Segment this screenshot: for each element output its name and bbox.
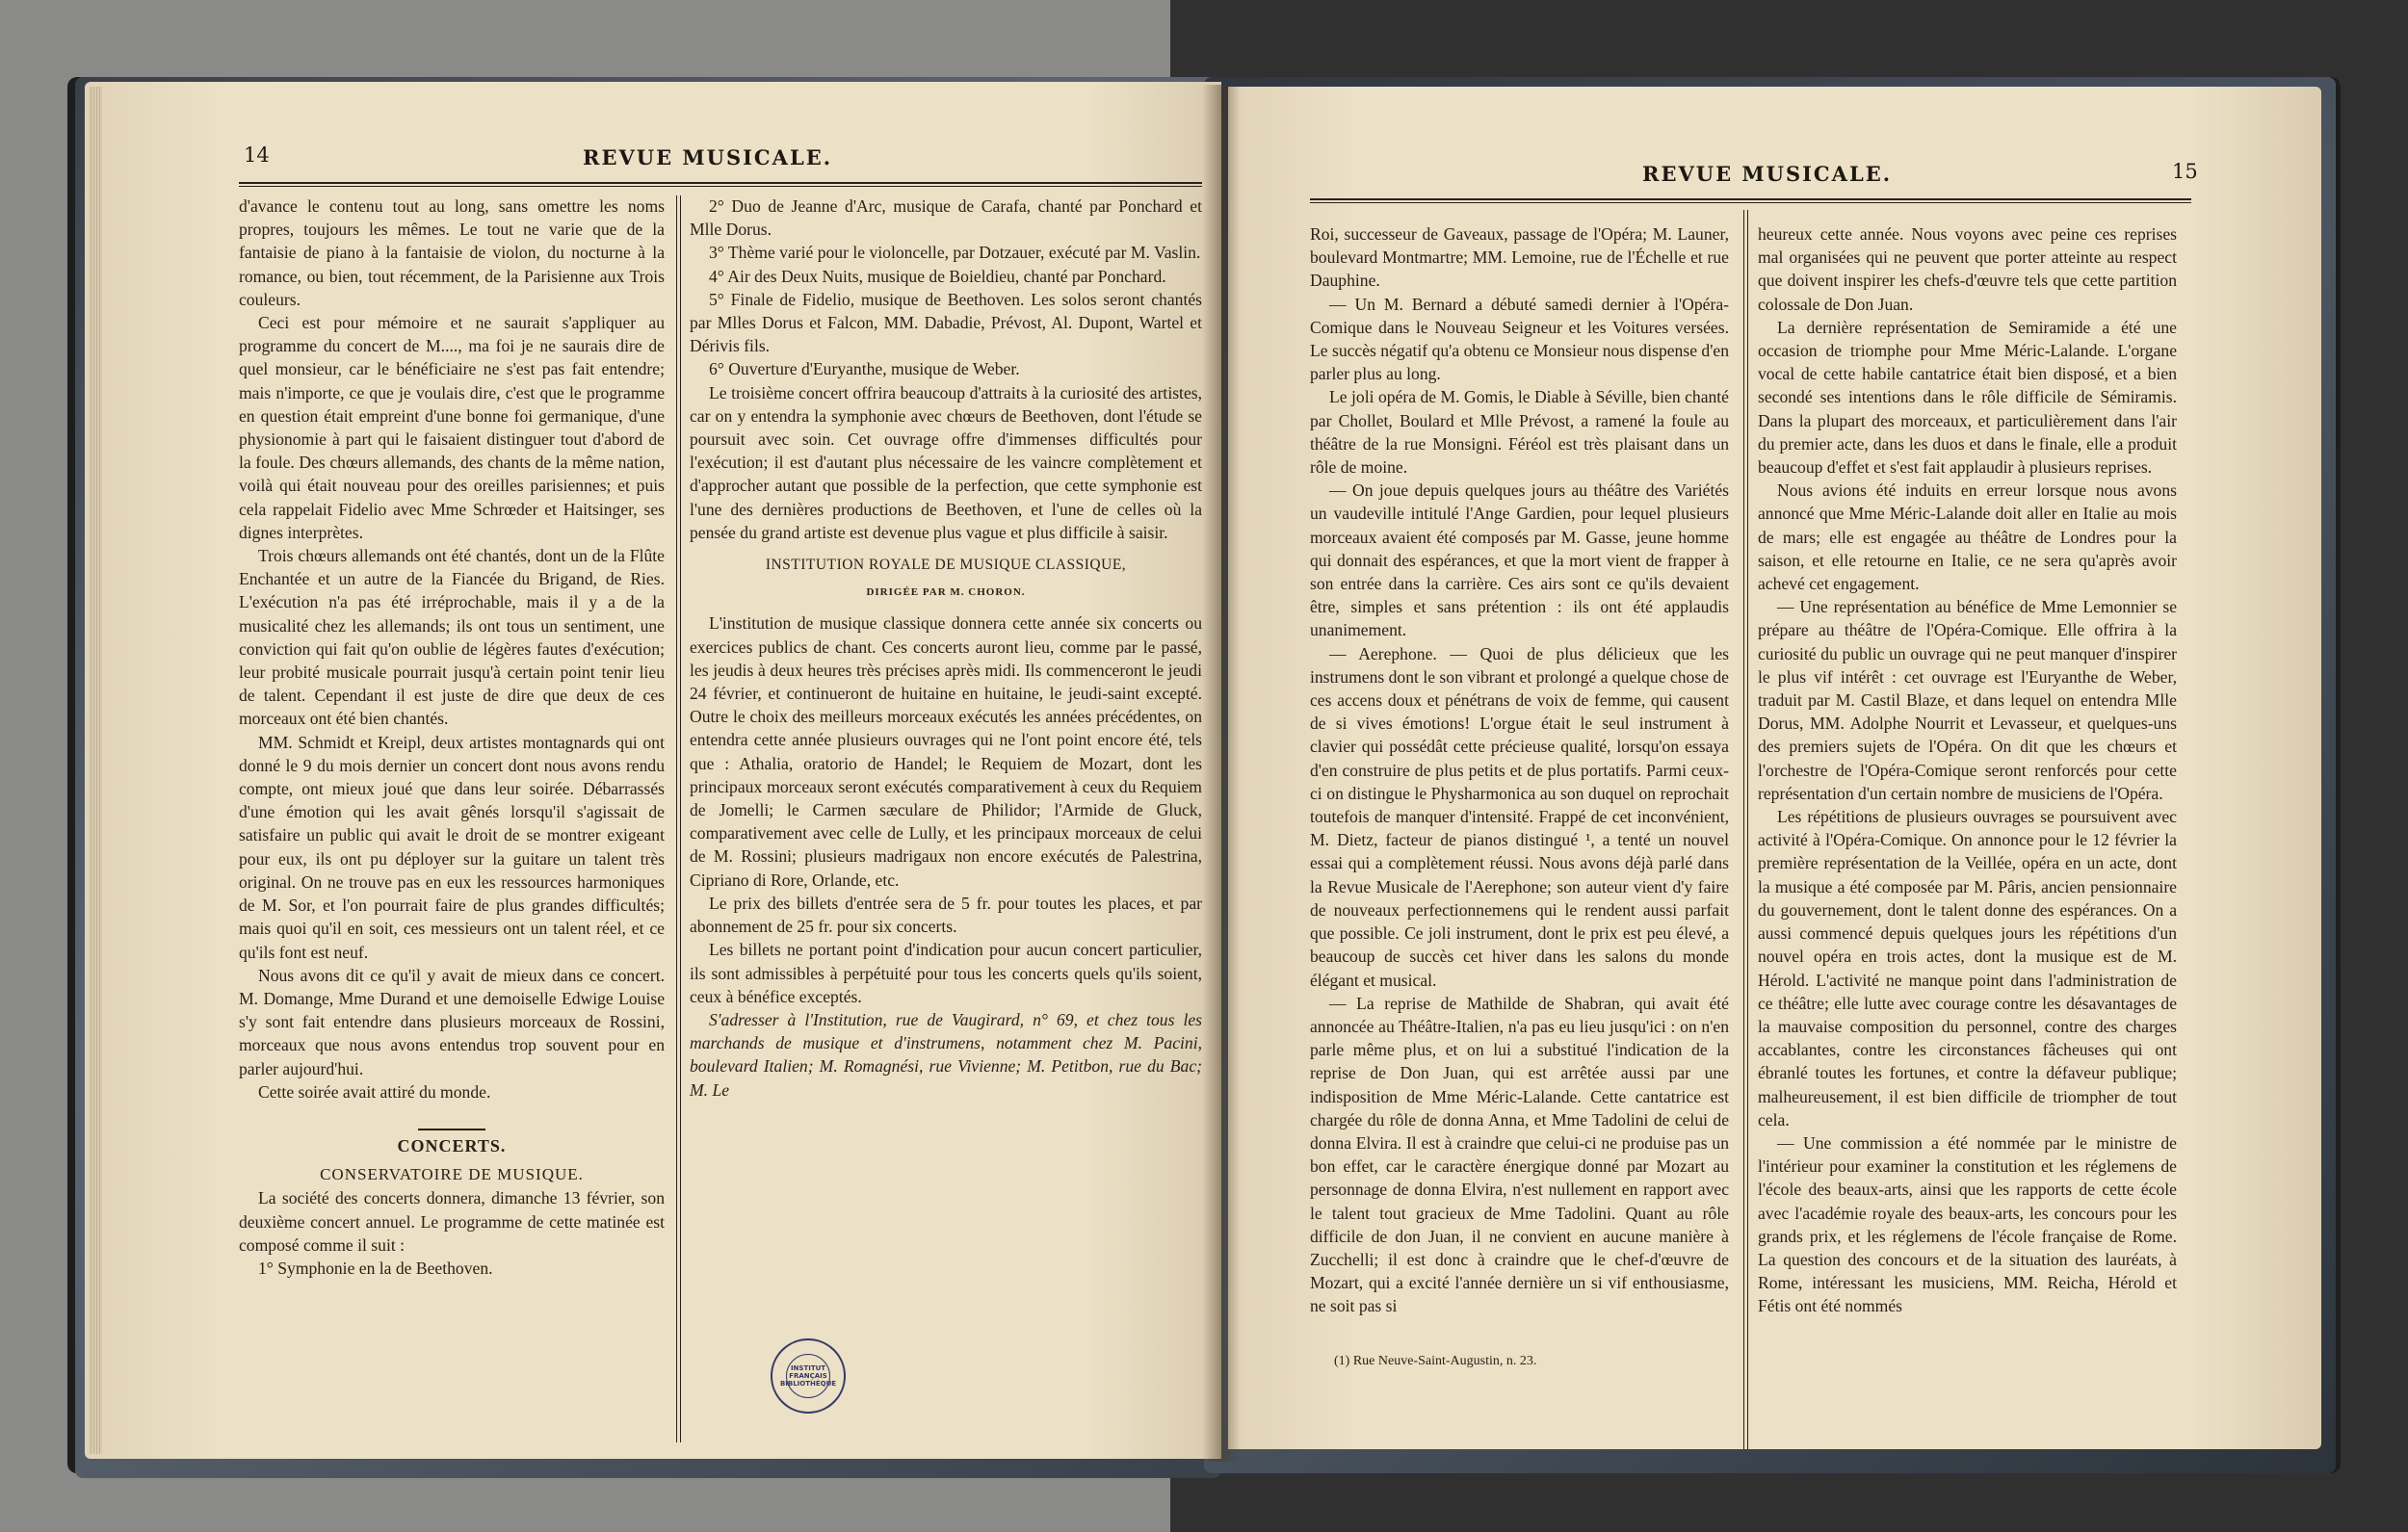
footnote: (1) Rue Neuve-Saint-Augustin, n. 23. [1334, 1354, 1537, 1368]
paragraph: Nous avions été induits en erreur lorsque nous avons annoncé que Mme Méric-Lalande doit aller en Italie au mois de mars; elle est engagée au théâtre de Londres pour la saison, et elle retourne en Italie, ce ne sera qu'après avoir achevé cet engagement. [1758, 480, 2177, 594]
paragraph: Ceci est pour mémoire et ne saurait s'appliquer au programme du concert de M...., ma foi je ne saurais dire de quel monsieur, car le bénéficiaire ne s'est pas fait entendre; mais n'importe, ce que je voulais dire, c'est que le programme en question était empreint d'une bonne foi germanique, d'une physionomie à part qui le faisaient distinguer tout d'abord de la foule. Des chœurs allemands, des chants de la même nation, voilà qui était nouveau pour des oreilles parisiennes; et puis cela rappelait Fidelio avec Mme Schrœder et Haitsinger, ses dignes interprètes. [239, 313, 665, 542]
left-column-2 [690, 195, 1202, 1102]
left-column-1 [239, 195, 665, 1280]
right-column-1 [1310, 222, 1729, 1318]
left-page [85, 82, 1221, 1459]
paragraph: L'institution de musique classique donnera cette année six concerts ou exercices publics de chant. Ces concerts auront lieu, comme par le passé, les jeudis à deux heures très précises après midi. Ils commenceront le jeudi 24 février, et continueront de huitaine en huitaine, le jeudi-saint excepté. Outre le choix des meilleurs morceaux exécutés les années précédentes, on entendra cette année plusieurs ouvrages qui ne l'ont point encore été, tels que : Athalia, oratorio de Handel; le Requiem de Mozart, dont les principaux morceaux seront exécutés comparativement à ceux du Requiem de Jomelli; le Carmen sæculare de Philidor; l'Armide de Gluck, comparativement avec celle de Lully, et les principaux morceaux de celui de M. Rossini; plusieurs madrigaux non encore exécutés de Palestrina, Cipriano di Rore, Orlande, etc. [690, 613, 1202, 890]
paragraph: Cette soirée avait attiré du monde. [258, 1081, 491, 1102]
right-column-2 [1758, 222, 2177, 1318]
paragraph: MM. Schmidt et Kreipl, deux artistes montagnards qui ont donné le 9 du mois dernier un concert dont nous avons rendu compte, ont mieux joué que dans leur soirée. Débarrassés d'une émotion qui les avait gênés lorsqu'il s'agissait de satisfaire un public qui avait le droit de se montrer exigeant pour eux, ils ont pu déployer sur la guitare un talent très original. On ne trouve pas en eux les ressources harmoniques de M. Sor, et l'on pourrait faire de plus grandes difficultés; mais quoi qu'il en soit, ces messieurs ont un talent réel, et ce qu'ils font est neuf. [239, 732, 665, 962]
paragraph: Roi, successeur de Gaveaux, passage de l'Opéra; M. Launer, boulevard Montmartre; MM. Lemoine, rue de l'Échelle et rue Dauphine. [1310, 224, 1729, 291]
paragraph: 2° Duo de Jeanne d'Arc, musique de Carafa, chanté par Ponchard et Mlle Dorus. [690, 196, 1202, 240]
paragraph: — Un M. Bernard a débuté samedi dernier à l'Opéra-Comique dans le Nouveau Seigneur et les Voitures versées. Le succès négatif qu'a obtenu ce Monsieur nous dispense d'en parler plus au long. [1310, 294, 1729, 384]
right-page-number: 15 [2172, 160, 2198, 183]
stamp-text: INSTITUT FRANÇAIS BIBLIOTHÈQUE [779, 1364, 837, 1388]
paragraph: Les répétitions de plusieurs ouvrages se poursuivent avec activité à l'Opéra-Comique. On annonce pour le 12 février la première représentation de la Veillée, opéra en un acte, dont la musique a été composée par M. Pâris, ancien pensionnaire du gouvernement, dont le talent donne des espérances. On a aussi commencé depuis quelques jours les répétitions d'un nouvel opéra en trois actes, dont la musique est de M. Hérold. L'activité ne manque point dans l'administration de ce théâtre; elle lutte avec courage contre les désavantages de la mauvaise composition du personnel, contre des charges accablantes, contre les circonstances fâcheuses qui ont ébranlé toutes les fortunes, et contre la défaveur publique; malheureusement, il est bien difficile de triompher de tout cela. [1758, 807, 2177, 1130]
left-column-divider [676, 195, 681, 1442]
paragraph: Le prix des billets d'entrée sera de 5 fr. pour toutes les places, et par abonnement de 25 fr. pour six concerts. [690, 893, 1202, 937]
institution-title: INSTITUTION ROYALE DE MUSIQUE CLASSIQUE, [765, 557, 1127, 574]
section-subtitle: CONSERVATOIRE DE MUSIQUE. [320, 1165, 584, 1184]
right-header-rule [1310, 198, 2191, 203]
paragraph: 5° Finale de Fidelio, musique de Beethoven. Les solos seront chantés par Mlles Dorus et Falcon, MM. Dabadie, Prévost, Al. Dupont, Wartel et Dérivis fils. [690, 289, 1202, 356]
left-page-number: 14 [244, 143, 270, 167]
stamp-inner-ring [779, 1354, 837, 1398]
left-running-head: REVUE MUSICALE. [583, 145, 833, 169]
right-running-head: REVUE MUSICALE. [1642, 162, 1893, 186]
paragraph: 3° Thème varié pour le violoncelle, par Dotzauer, exécuté par M. Vaslin. [709, 243, 1201, 263]
paragraph: — On joue depuis quelques jours au théâtre des Variétés un vaudeville intitulé l'Ange Gardien, pour lequel plusieurs morceaux avaient été composés par M. Gasse, jeune homme qui donnait des espérances, et que la mort vient de frapper à son entrée dans la carrière. Ces airs sont ce qu'ils devaient être, simples et sans prétention : ils ont été applaudis unanimement. [1310, 480, 1729, 640]
left-header-rule [239, 182, 1202, 187]
paragraph: La société des concerts donnera, dimanche 13 février, son deuxième concert annuel. Le programme de cette matinée est composé comme il suit : [239, 1188, 665, 1255]
paragraph: — La reprise de Mathilde de Shabran, qui avait été annoncée au Théâtre-Italien, n'a pas eu lieu jusqu'ici : on n'en parle même plus, et on lui a substitué l'indication de la reprise de Don Juan, qui est arrêtée aussi par une indisposition de Mme Méric-Lalande. Cette cantatrice est chargée du rôle de donna Anna, et Mme Tadolini de celui de donna Elvira. Il est à craindre que celui-ci ne produise pas un bon effet, car le caractère énergique donné par Mozart au personnage de donna Elvira, n'est nullement en rapport avec le talent tout gracieux de Mme Tadolini. Quant au rôle difficile de don Juan, il ne convient en aucune manière à Zucchelli; il est donc à craindre que le chef-d'œuvre de Mozart, qui a excité l'année dernière un si vif enthousiasme, ne soit pas si [1310, 993, 1729, 1316]
paragraph: 4° Air des Deux Nuits, musique de Boieldieu, chanté par Ponchard. [709, 266, 1166, 286]
paragraph: Le troisième concert offrira beaucoup d'attraits à la curiosité des artistes, car on y entendra la symphonie avec chœurs de Beethoven, dont l'étude se poursuit avec soin. Cet ouvrage offre d'immenses difficultés pour l'exécution; il est d'autant plus nécessaire de les vaincre complètement et d'approcher autant que possible de la perfection, que cette symphonie est l'une des dernières productions de Beethoven, et l'une de celles où la pensée du grand artiste est devenue plus vague et plus difficile à saisir. [690, 382, 1202, 542]
right-page [1228, 87, 2321, 1449]
institution-director: DIRIGÉE PAR M. CHORON. [866, 586, 1026, 599]
paragraph: Le joli opéra de M. Gomis, le Diable à Séville, bien chanté par Chollet, Boulard et Mlle Prévost, a ramené la foule au théâtre de la rue Monsigni. Féréol est très plaisant dans un rôle de moine. [1310, 387, 1729, 478]
paragraph: 6° Ouverture d'Euryanthe, musique de Weber. [709, 359, 1020, 379]
section-rule [418, 1129, 485, 1130]
section-title: CONCERTS. [397, 1135, 507, 1155]
library-stamp [771, 1338, 846, 1414]
paragraph: — Une commission a été nommée par le ministre de l'intérieur pour examiner la constitution et les réglemens de l'école des beaux-arts, ainsi que les rapports de cette école avec l'académie royale des beaux-arts, les concours pour les grands prix, et les réglemens de l'école française de Rome. La question des concours et de la situation des lauréats, à Rome, intéressant les musiciens, MM. Reicha, Hérold et Fétis ont été nommés [1758, 1132, 2177, 1316]
paragraph: — Aerephone. — Quoi de plus délicieux que les instrumens dont le son vibrant et prolongé a quelque chose de ces accens doux et pénétrans de voix de femme, qui causent de si vives émotions! L'orgue était le seul instrument à clavier qui possédât cette précieuse qualité, lorsqu'on essaya d'en construire de plus petits et de plus portatifs. Parmi ceux-ci on distingue le Physharmonica au son duquel on reprochait toutefois de manquer d'intensité. Frappé de cet inconvénient, M. Dietz, facteur de pianos distingué ¹, a tenté un nouvel essai qui a complètement réussi. Nous avons déjà parlé dans la Revue Musicale de l'Aerephone; son auteur vient d'y faire de nouveaux perfectionnemens qui le rendent aussi parfait que possible. Ce joli instrument, dont le prix est peu élevé, a beaucoup de succès cet hiver dans les salons du monde élégant et musical. [1310, 643, 1729, 990]
paragraph: S'adresser à l'Institution, rue de Vaugirard, n° 69, et chez tous les marchands de musique et d'instrumens, notamment chez M. Pacini, boulevard Italien; M. Romagnési, rue Vivienne; M. Petitbon, rue du Bac; M. Le [690, 1009, 1202, 1100]
paragraph: Les billets ne portant point d'indication pour aucun concert particulier, ils sont admissibles à perpétuité pour tous les concerts quels qu'ils soient, ceux à bénéfice exceptés. [690, 940, 1202, 1006]
paragraph: d'avance le contenu tout au long, sans omettre les noms propres, toujours les mêmes. Le tout ne varie que de la fantaisie de piano à la fantaisie de violon, du nocturne à la romance, ou bien, tout récemment, de la Parisienne aux Trois couleurs. [239, 196, 665, 309]
book-gutter [1202, 85, 1241, 1462]
paragraph: 1° Symphonie en la de Beethoven. [258, 1258, 493, 1278]
paragraph: Nous avons dit ce qu'il y avait de mieux dans ce concert. M. Domange, Mme Durand et une demoiselle Edwige Louise s'y sont fait entendre dans plusieurs morceaux de Rossini, morceaux que nous avons entendus trop souvent pour en parler aujourd'hui. [239, 965, 665, 1078]
page-edges [89, 87, 102, 1454]
paragraph: — Une représentation au bénéfice de Mme Lemonnier se prépare au théâtre de l'Opéra-Comique. Elle offrira à la curiosité du public un ouvrage qui ne peut manquer d'inspirer le plus vif intérêt : cet ouvrage est l'Euryanthe de Weber, traduit par M. Castil Blaze, et dans lequel on entendra Mlle Dorus, MM. Adolphe Nourrit et Levasseur, et quelques-uns des premiers sujets de l'Opéra. On dit que les chœurs et l'orchestre de l'Opéra-Comique seront renforcés pour cette représentation d'un certain nombre de musiciens de l'Opéra. [1758, 597, 2177, 803]
paragraph: Trois chœurs allemands ont été chantés, dont un de la Flûte Enchantée et un autre de la Fiancée du Brigand, de Ries. L'exécution n'a pas été irréprochable, mais il y a de la musicalité chez les allemands; ils ont tous un sentiment, une conviction qui fait qu'on oublie de légères fautes d'exécution; leur probité musicale pourrait jusqu'à certain point tenir lieu de talent. Cependant il est juste de dire que deux de ces morceaux ont été bien chantés. [239, 546, 665, 729]
paragraph: La dernière représentation de Semiramide a été une occasion de triomphe pour Mme Méric-Lalande. L'organe vocal de cette habile cantatrice était bien disposé, et a bien secondé ses intentions dans le rôle difficile de Sémiramis. Dans la plupart des morceaux, et particulièrement dans l'air du premier acte, dans les duos et dans le finale, elle a produit beaucoup d'effet et s'est fait applaudir à plusieurs reprises. [1758, 317, 2177, 478]
right-column-divider [1743, 210, 1748, 1449]
paragraph: heureux cette année. Nous voyons avec peine ces reprises mal organisées qui ne peuvent que porter atteinte au respect que doivent inspirer les chefs-d'œuvre tels que cette partition colossale de Don Juan. [1758, 224, 2177, 314]
